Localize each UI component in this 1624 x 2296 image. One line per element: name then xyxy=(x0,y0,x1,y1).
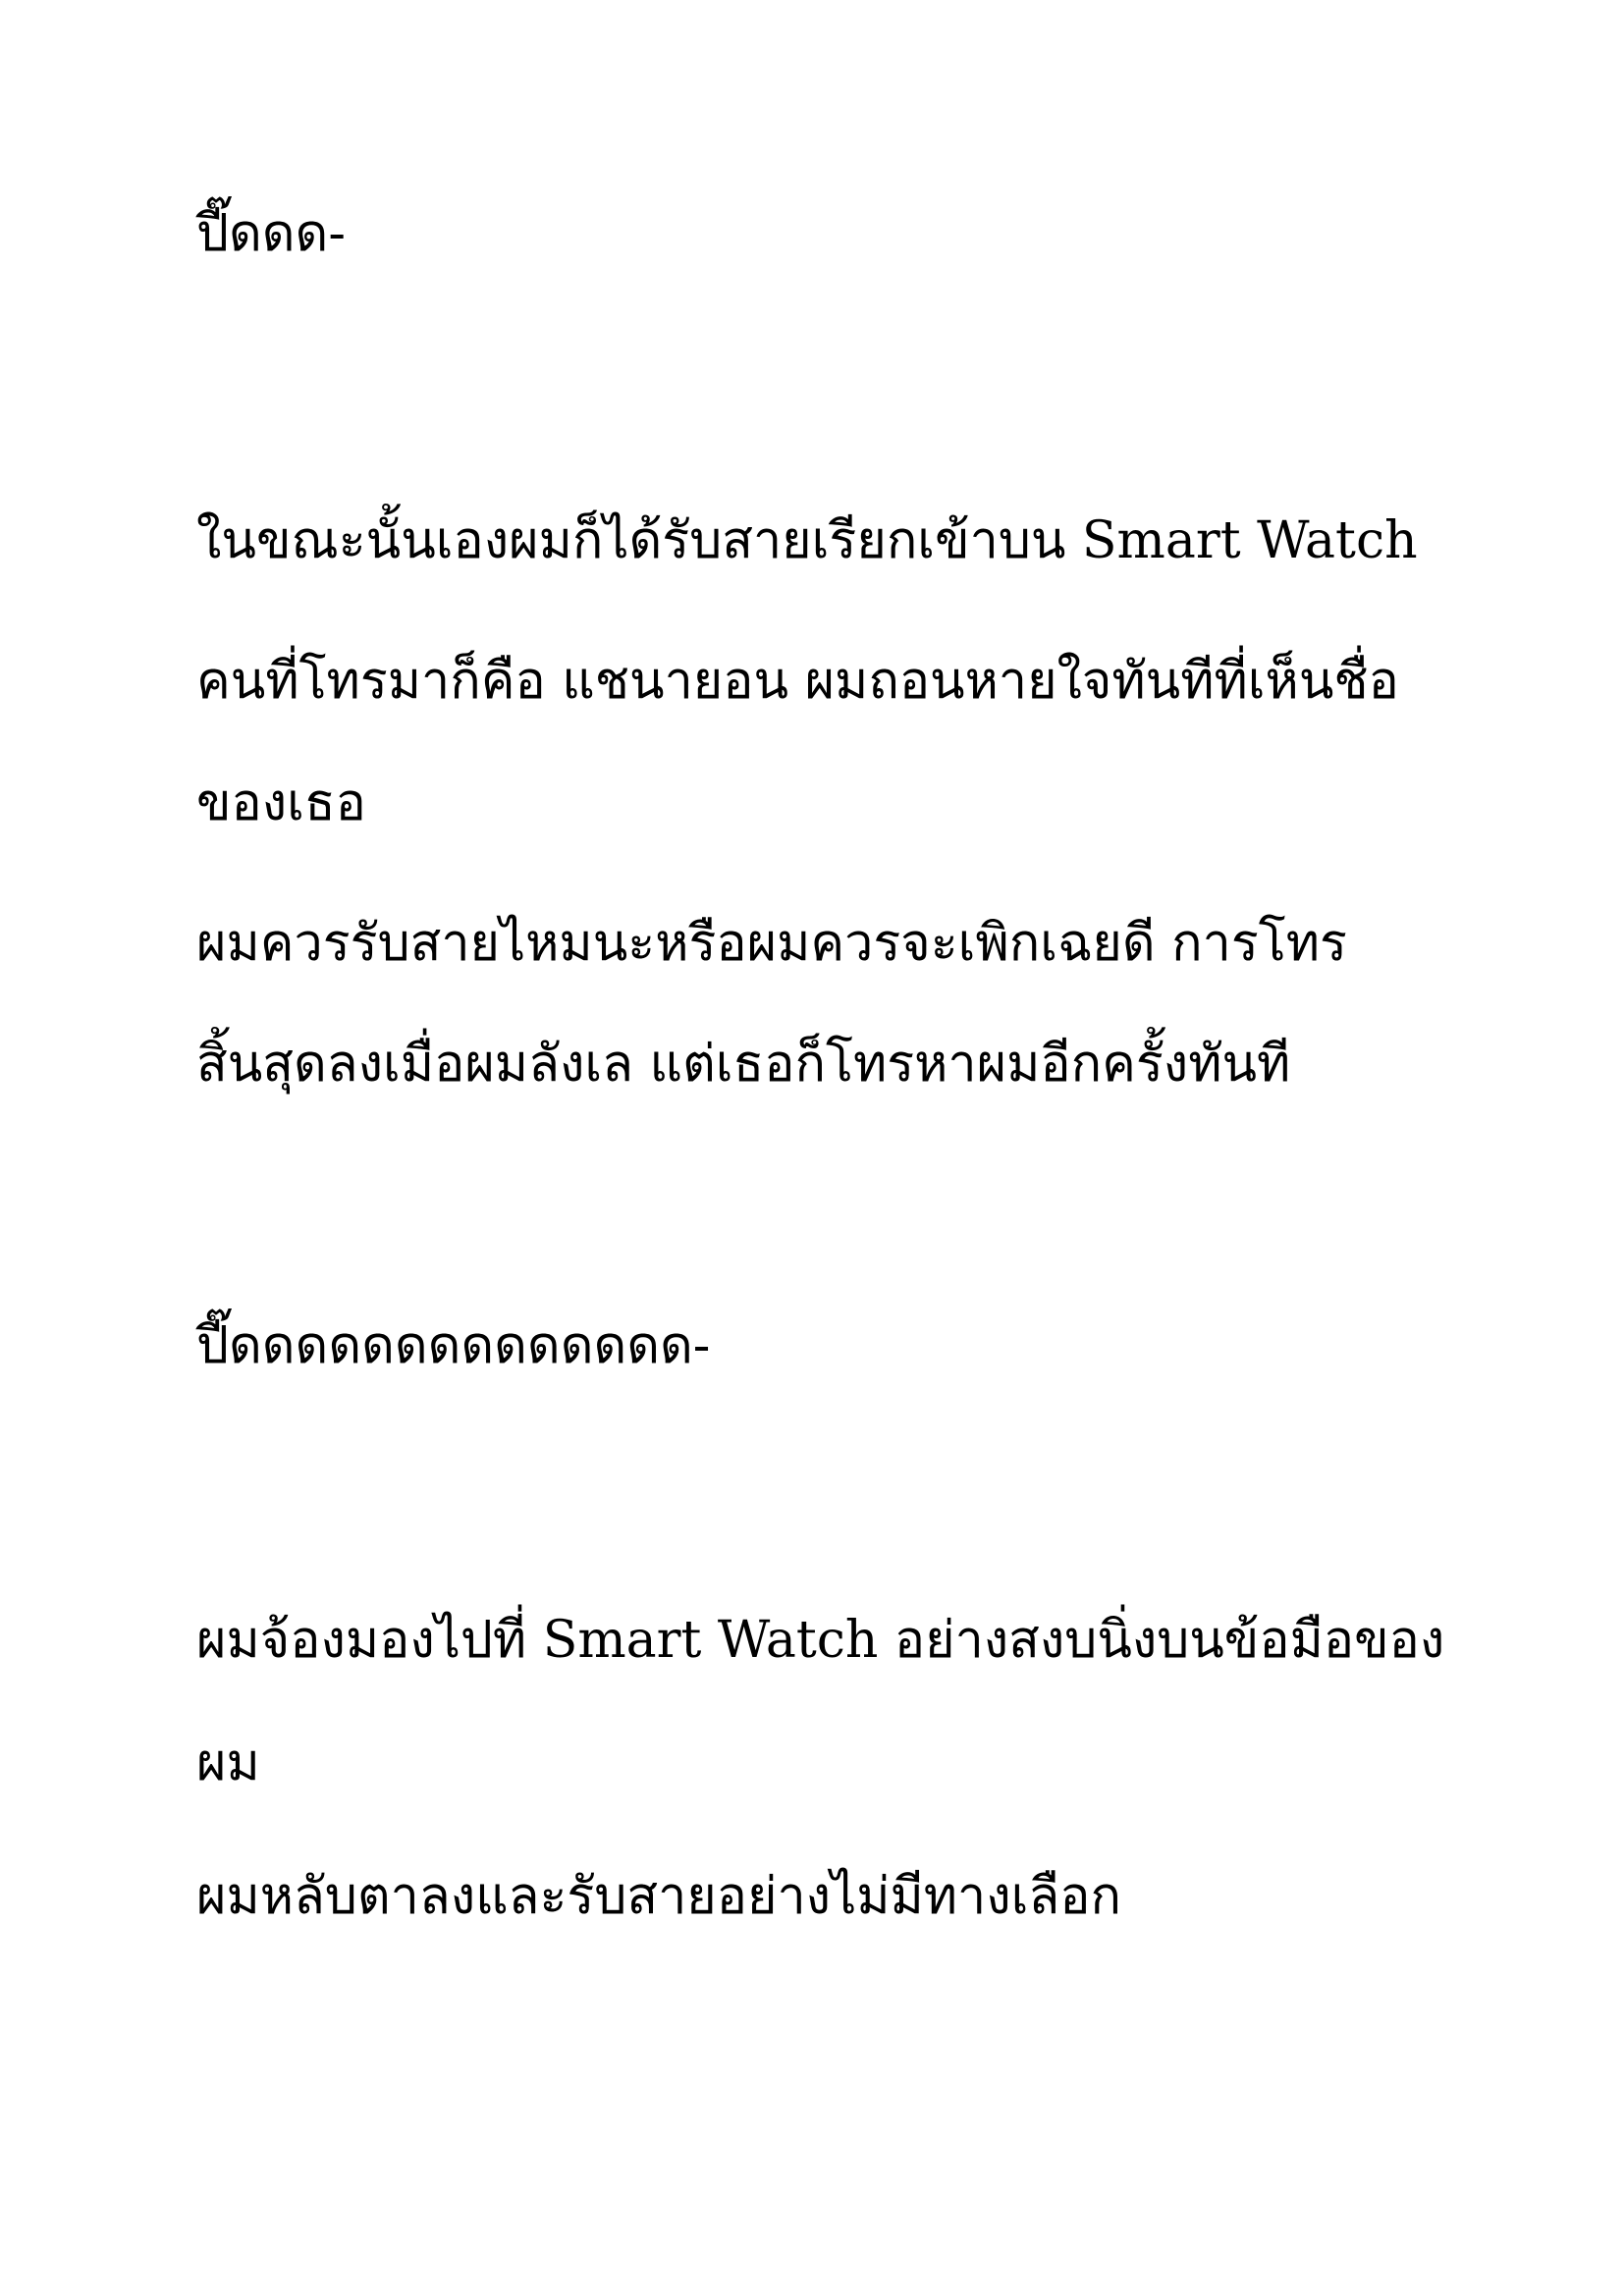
text-line-2: ในขณะนั้นเองผมก็ได้รับสายเรียกเข้าบน Smart Watch xyxy=(196,511,1418,570)
text-line-1: ปี๊ดดด- xyxy=(196,204,346,263)
text-line-4: ของเธอ xyxy=(196,774,366,832)
text-line-8: ผมจ้องมองไปที่ Smart Watch อย่างสงบนิ่งบนข้อมือของ xyxy=(196,1611,1445,1670)
text-line-5: ผมควรรับสายไหมนะหรือผมควรจะเพิกเฉยดี การโทร xyxy=(196,914,1347,973)
text-line-7: ปี๊ดดดดดดดดดดดดดด- xyxy=(196,1316,711,1375)
text-line-9: ผม xyxy=(196,1734,260,1792)
text-line-6: สิ้นสุดลงเมื่อผมลังเล แต่เธอก็โทรหาผมอีกครั้งทันที xyxy=(196,1035,1291,1094)
text-line-10: ผมหลับตาลงและรับสายอย่างไม่มีทางเลือก xyxy=(196,1867,1121,1926)
text-line-3: คนที่โทรมาก็คือ แชนายอน ผมถอนหายใจทันทีที่เห็นชื่อ xyxy=(196,652,1399,711)
